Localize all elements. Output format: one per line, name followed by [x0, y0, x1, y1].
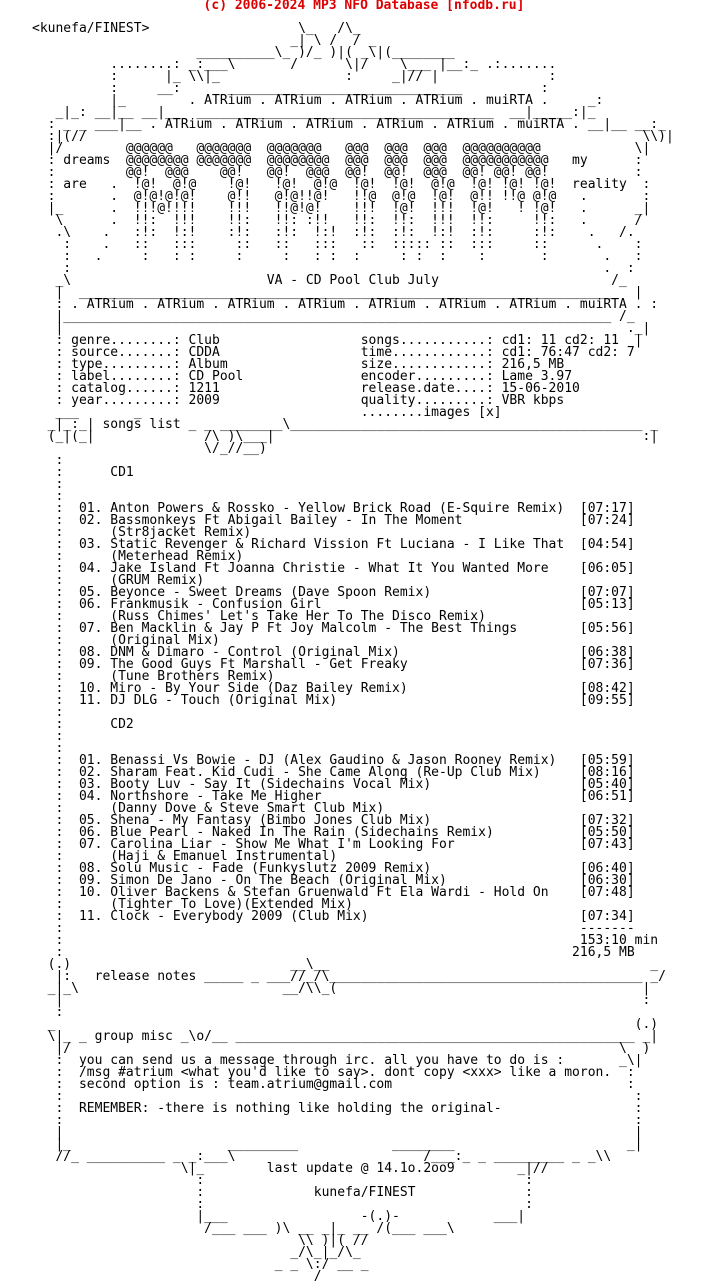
nfo-line: |_ . ATRium . ATRium . ATRium . ATRium . muiRTA . _:	[32, 93, 604, 108]
nfo-line: : 06. Blue Pearl - Naked In The Rain (Sidechains Remix) [05:50]	[32, 825, 635, 840]
nfo-line: //_ __________ _ _:___\ /___:_ _ _________ _ _\\	[32, 1149, 612, 1164]
nfo-line: _/\_|_/\_	[32, 1245, 361, 1260]
nfo-line: : 09. Simon De Jano - On The Beach (Original Mix) [06:30]	[32, 873, 635, 888]
nfo-line: : 11. Clock - Everybody 2009 (Club Mix) [07:34]	[32, 909, 635, 924]
nfo-line: : . :: ::: :: :: ::: :: ::::: :: ::: :: . :	[32, 237, 643, 252]
nfo-line: : (Str8jacket Remix)	[32, 525, 252, 540]
nfo-line: : . : : : : : : : : : : : : : . :	[32, 249, 643, 264]
nfo-line: : 04. Northshore - Take Me Higher [06:51]	[32, 789, 635, 804]
nfo-line: : (Danny Dove & Steve Smart Club Mix)	[32, 801, 385, 816]
nfo-line: /	[32, 1269, 322, 1284]
nfo-line: | _____________________________________________________________________ |	[32, 285, 643, 300]
nfo-line: | ._|	[32, 321, 651, 336]
nfo-line: : . @!@!@!@! @!! @!@!!@! !!@ @!@ !@! @!! !!@ @!@ . :	[32, 189, 651, 204]
nfo-line: : 05. Shena - My Fantasy (Bimbo Jones Club Mix) [07:32]	[32, 813, 635, 828]
nfo-line: : :	[32, 1113, 643, 1128]
nfo-line: : 07. Ben Macklin & Jay P Ft Joy Malcolm - The Best Things [05:56]	[32, 621, 635, 636]
nfo-line: : __: ______________________________ :	[32, 81, 549, 96]
nfo-line: : 216,5 MB	[32, 945, 635, 960]
nfo-line: : (Russ Chimes' Let's Take Her To The Disco Remix)	[32, 609, 486, 624]
nfo-line: : 03. Booty Luv - Say It (Sidechains Vocal Mix) [05:40]	[32, 777, 635, 792]
nfo-line: : (Haji & Emanuel Instrumental)	[32, 849, 338, 864]
nfo-line: |_ . !!!@!!!! !!! !!@!@! !!! !@! !!! !@! ! !@! . _|	[32, 201, 651, 216]
nfo-line: : 05. Beyonce - Sweet Dreams (Dave Spoon Remix) [07:07]	[32, 585, 635, 600]
nfo-line: : 02. Sharam Feat. Kid Cudi - She Came Along (Re-Up Club Mix) [08:16]	[32, 765, 635, 780]
nfo-line: :	[32, 729, 64, 744]
nfo-line: ___ _ ........images [x]	[32, 405, 502, 420]
nfo-line: |______________________________________________________________________ /_	[32, 309, 635, 324]
nfo-line: :	[32, 1005, 64, 1020]
nfo-line: : are . !@! @!@ !@! !@! @!@ !@! !@! @!@ !@! !@! !@! reality :	[32, 177, 651, 192]
nfo-line: <kunefa/FINEST> \_ /\_	[32, 21, 361, 36]
nfo-line: : REMEMBER: -there is nothing like holding the original- :	[32, 1101, 643, 1116]
nfo-line: : . ATRium . ATRium . ATRium . ATRium . ATRium . ATRium . ATRium . muiRTA . :	[32, 297, 659, 312]
nfo-line: ........: _:___\ / \|/ \___ |__:_ .:.......	[32, 57, 557, 72]
nfo-line: : _ _ ___|__ . ATRium . ATRium . ATRium . ATRium . ATRium . muiRTA . __|__ __:_	[32, 117, 666, 132]
nfo-line: : catalog......: 1211 release.date....: 15-06-2010	[32, 381, 580, 396]
nfo-line: : 10. Miro - By Your Side (Daz Bailey Remix) [08:42]	[32, 681, 635, 696]
nfo-line: : genre........: Club songs...........: cd1: 11 cd2: 11 |	[32, 333, 643, 348]
nfo-line: : (Tune Brothers Remix)	[32, 669, 275, 684]
nfo-line: : 07. Carolina Liar - Show Me What I'm Looking For [07:43]	[32, 837, 635, 852]
nfo-line: |: release notes _____ _ ___//_/\________________________________________ _/	[32, 969, 666, 984]
nfo-line: (.) __\__ _	[32, 957, 659, 972]
nfo-text	[32, 23, 674, 1283]
nfo-line: : -------	[32, 921, 635, 936]
nfo-line: : you can send us a message through irc. all you have to do is : _\|	[32, 1053, 643, 1068]
nfo-line: : /msg #atrium <what you'd like to say>. dont copy <xxx> like a moron. :	[32, 1065, 635, 1080]
nfo-line: |/ @@@@@@ @@@@@@@ @@@@@@@ @@@ @@@ @@@ @@@@@@@@@@ \|	[32, 141, 651, 156]
nfo-line: : 01. Benassi Vs Bowie - DJ (Alex Gaudino & Jason Rooney Remix) [05:59]	[32, 753, 635, 768]
nfo-line: |/ \ )	[32, 1041, 651, 1056]
nfo-line: : kunefa/FINEST :	[32, 1185, 533, 1200]
nfo-line: :	[32, 453, 64, 468]
nfo-line: :	[32, 741, 64, 756]
nfo-line: : dreams @@@@@@@@ @@@@@@@ @@@@@@@@ @@@ @@@ @@@ @@@@@@@@@@@ my :	[32, 153, 643, 168]
nfo-line: : 01. Anton Powers & Rossko - Yellow Brick Road (E-Squire Remix) [07:17]	[32, 501, 635, 516]
nfo-line: | :	[32, 993, 651, 1008]
nfo-line: : CD2	[32, 717, 134, 732]
nfo-line: : 04. Jake Island Ft Joanna Christie - What It You Wanted More [06:05]	[32, 561, 635, 576]
nfo-line: : (Tighter To Love)(Extended Mix)	[32, 897, 353, 912]
nfo-line: |_ _________ ________ _|	[32, 1137, 643, 1152]
site-banner: (c) 2006-2024 MP3 NFO Database [nfodb.ru]	[203, 0, 525, 13]
nfo-line: : :	[32, 1197, 533, 1212]
nfo-line: : type.........: Album size............: 216,5 MB	[32, 357, 565, 372]
nfo-line: _|_: __|__ __|__ ______________________________________ __|__ __:|_	[32, 105, 596, 120]
nfo-line: :	[32, 705, 64, 720]
nfo-line: : 10. Oliver Backens & Stefan Gruenwald Ft Ela Wardi - Hold On [07:48]	[32, 885, 635, 900]
nfo-line: \|_ _ group misc _\o/__ ___________________________________________________ _|	[32, 1029, 659, 1044]
nfo-line: :	[32, 489, 64, 504]
nfo-line: : @@! @@@ @@! @@! @@@ @@! @@! @@@ @@! @@! @@! :	[32, 165, 643, 180]
nfo-line: : second option is : team.atrium@gmail.com :	[32, 1077, 635, 1092]
nfo-line: \|_ last update @ 14.1o.2oo9 _|//	[32, 1161, 549, 1176]
nfo-line: | |	[32, 1125, 643, 1140]
nfo-line: _| \ / / _	[32, 33, 377, 48]
nfo-line: : CD1	[32, 465, 134, 480]
nfo-line: .\ . :!: !:! :!: :!: !:! :!: :!: !:! :!: :!: . /.	[32, 225, 635, 240]
nfo-line: : (GRUM Remix)	[32, 573, 205, 588]
nfo-line: : (Original Mix)	[32, 633, 220, 648]
nfo-line: _ _ \:/ __ _	[32, 1257, 369, 1272]
nfo-line: : (Meterhead Remix)	[32, 549, 244, 564]
nfo-line: : |_ \\|_ : _|// | :	[32, 69, 557, 84]
nfo-line: _ (.)	[32, 1017, 659, 1032]
nfo-line: _|_:_| songs list _ _ ________\_____________________________________________ _	[32, 417, 659, 432]
nfo-line: \/_//__)	[32, 441, 267, 456]
nfo-line: _|_\ __/\\_( |	[32, 981, 651, 996]
nfo-line: : 09. The Good Guys Ft Marshall - Get Freaky [07:36]	[32, 657, 635, 672]
nfo-line: : 08. Solu Music - Fade (Funkyslutz 2009 Remix) [06:40]	[32, 861, 635, 876]
nfo-line: :	[32, 477, 64, 492]
nfo-line: : 08. DNM & Dimaro - Control (Original Mix) [06:38]	[32, 645, 635, 660]
nfo-line: : year.........: 2009 quality.........: VBR kbps	[32, 393, 565, 408]
nfo-line: : source.......: CDDA time............: cd1: 76:47 cd2: 7	[32, 345, 635, 360]
nfo-line: : :	[32, 1173, 533, 1188]
nfo-line: : label........: CD Pool encoder.........: Lame 3.97	[32, 369, 573, 384]
nfo-line: : 03. Static Revenger & Richard Vission Ft Luciana - I Like That [04:54]	[32, 537, 635, 552]
nfo-line: (_|(_| /\ )\___| :|	[32, 429, 659, 444]
nfo-line: \ . !!: !!! !!: !!: :!! !!: !!: !!! !!: !!: . /	[32, 213, 643, 228]
nfo-line: : . :	[32, 261, 635, 276]
nfo-line: :|(// \\)|	[32, 129, 674, 144]
nfo-line: : 02. Bassmonkeys Ft Abigail Bailey - In The Moment [07:24]	[32, 513, 635, 528]
nfo-line: : 11. DJ DLG - Touch (Original Mix) [09:55]	[32, 693, 635, 708]
nfo-line: __________\_ )/_ )|( _\|(________	[32, 45, 455, 60]
nfo-line: \\ )|( //	[32, 1233, 369, 1248]
nfo-line: : 153:10 min	[32, 933, 659, 948]
nfo-line: : 06. Frankmusik - Confusion Girl [05:13]	[32, 597, 635, 612]
nfo-line: |___ -(.)- ___|	[32, 1209, 526, 1224]
nfo-line: _\ VA - CD Pool Club July /_	[32, 273, 627, 288]
nfo-line: /___ ___ )\ __ _|_ __ /(___ ___\	[32, 1221, 455, 1236]
nfo-line: : :	[32, 1089, 643, 1104]
